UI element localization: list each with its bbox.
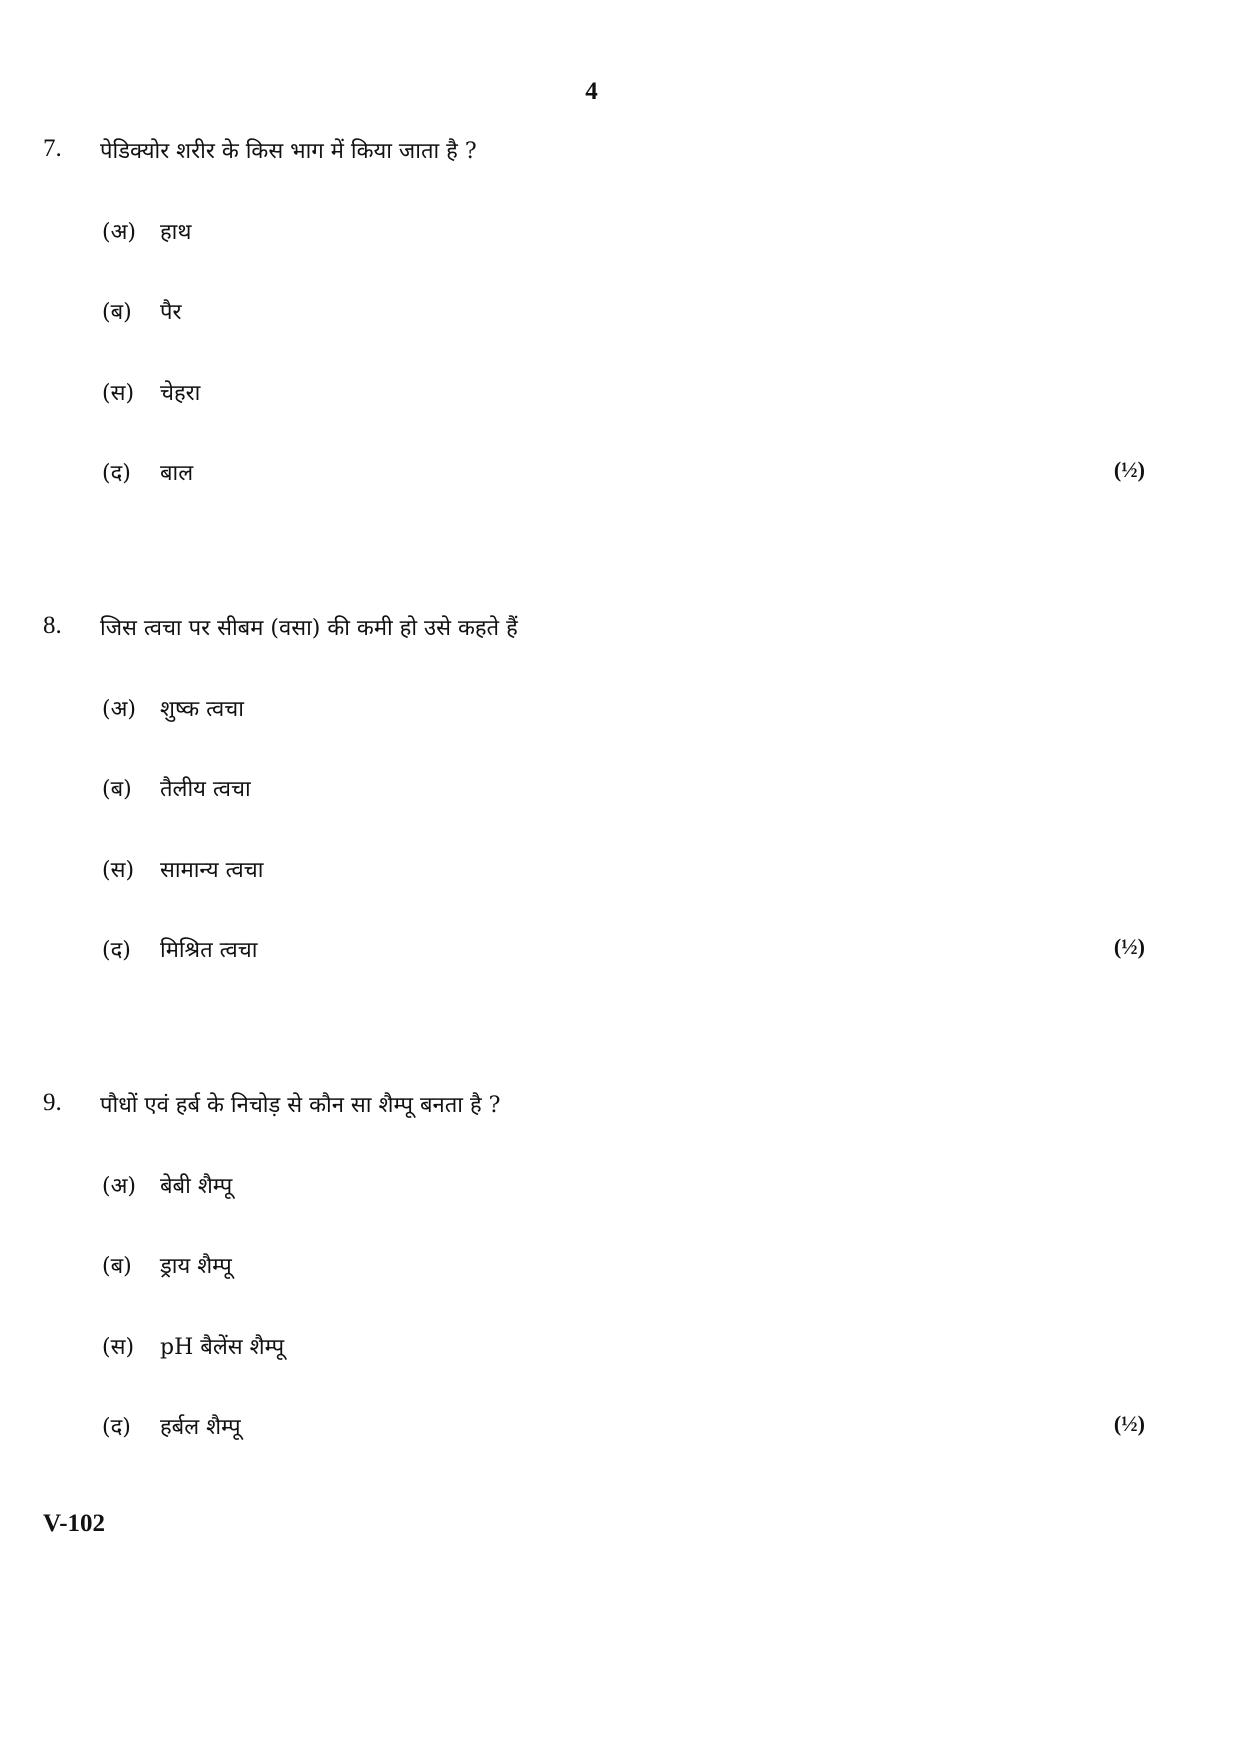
option-label: (स)	[102, 858, 135, 883]
option-text: शुष्क त्वचा	[160, 697, 244, 722]
option-text: ड्राय शैम्पू	[160, 1254, 232, 1279]
option-label: (अ)	[102, 220, 136, 245]
option-text: पैर	[160, 300, 182, 325]
option-label: (स)	[102, 1335, 135, 1360]
option-text: बेबी शैम्पू	[160, 1174, 233, 1199]
question-number: 8.	[43, 612, 62, 639]
question-text: जिस त्वचा पर सीबम (वसा) की कमी हो उसे कहते हैं	[100, 616, 518, 641]
option-text: सामान्य त्वचा	[160, 858, 264, 883]
question-text: पेडिक्योर शरीर के किस भाग में किया जाता है ?	[100, 139, 477, 164]
question-number: 9.	[43, 1089, 62, 1116]
option-text: हर्बल शैम्पू	[160, 1415, 241, 1440]
paper-code: V-102	[43, 1510, 106, 1537]
option-text: तैलीय त्वचा	[160, 777, 251, 802]
question-number: 7.	[43, 135, 62, 162]
option-label: (स)	[102, 381, 135, 406]
option-label: (ब)	[102, 300, 132, 325]
option-label: (द)	[102, 1415, 131, 1440]
option-text: बाल	[160, 461, 194, 486]
question-text: पौधों एवं हर्ब के निचोड़ से कौन सा शैम्पू बनता है ?	[100, 1093, 501, 1118]
marks-label: (½)	[1113, 1411, 1145, 1436]
marks-label: (½)	[1113, 457, 1145, 482]
option-label: (द)	[102, 461, 131, 486]
option-label: (ब)	[102, 1254, 132, 1279]
option-text: हाथ	[160, 220, 192, 245]
page-number: 4	[585, 78, 598, 105]
marks-label: (½)	[1113, 934, 1145, 959]
option-text: चेहरा	[160, 381, 201, 406]
option-text: pH बैलेंस शैम्पू	[160, 1335, 285, 1360]
option-label: (द)	[102, 938, 131, 963]
option-text: मिश्रित त्वचा	[160, 938, 258, 963]
option-label: (ब)	[102, 777, 132, 802]
option-label: (अ)	[102, 697, 136, 722]
option-label: (अ)	[102, 1174, 136, 1199]
